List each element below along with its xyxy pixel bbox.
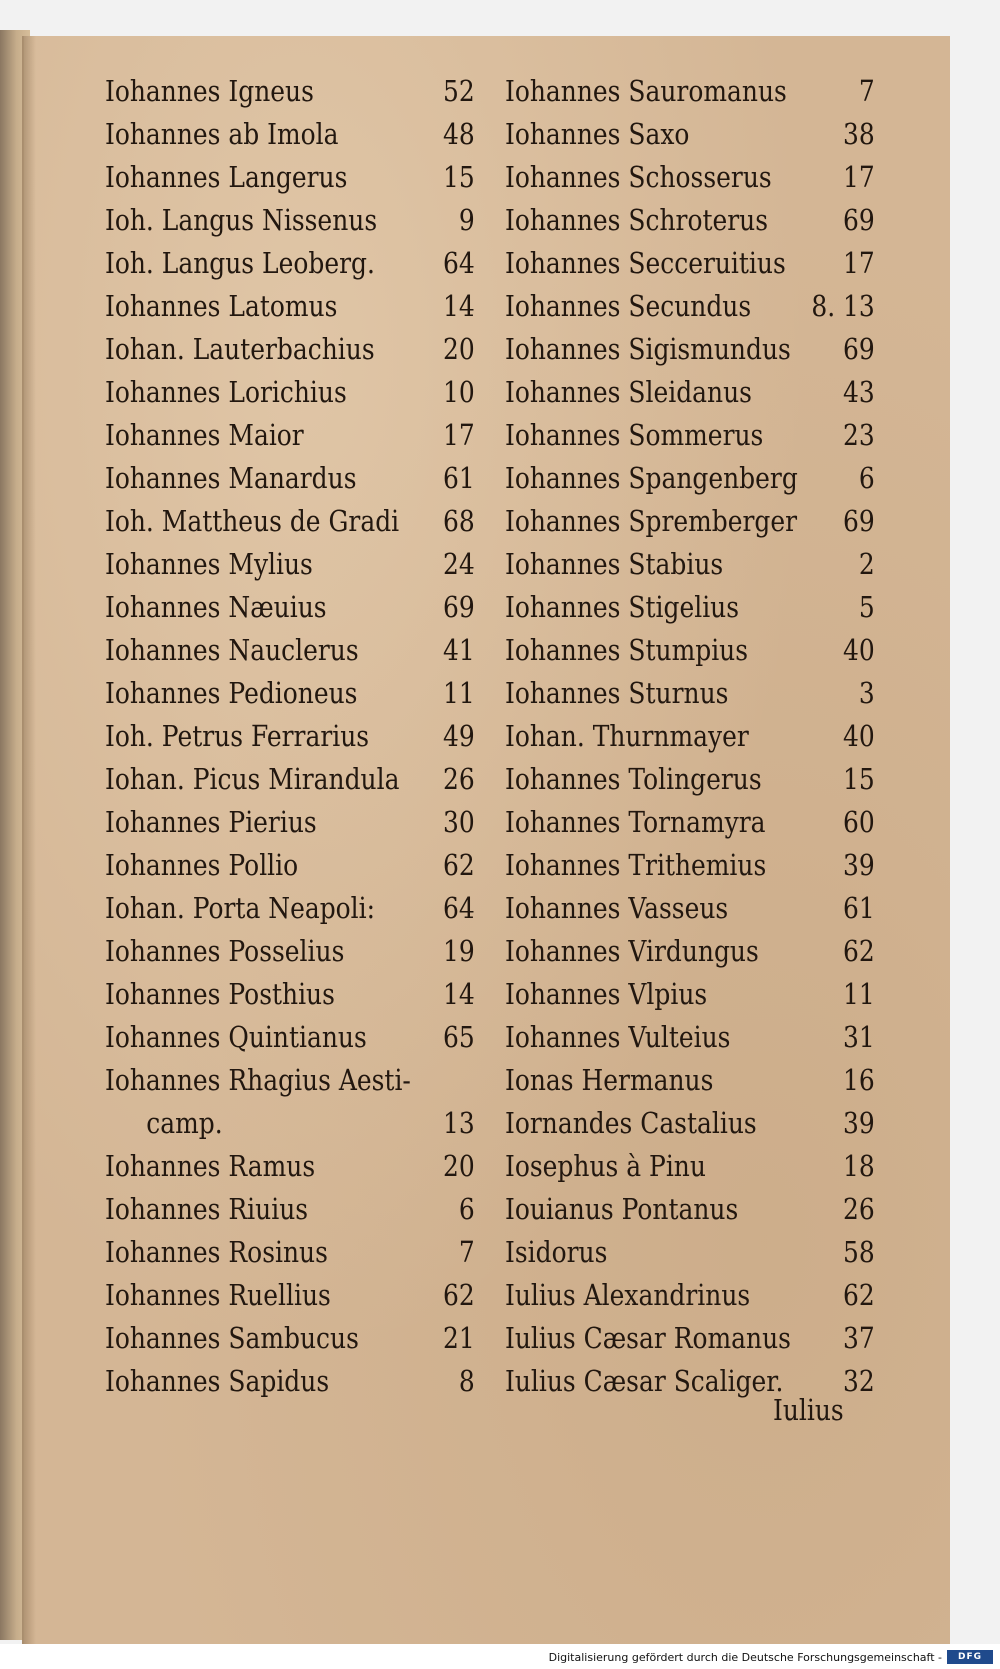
index-entry	[505, 715, 875, 758]
index-entry	[505, 672, 875, 715]
index-entry	[505, 70, 875, 113]
entry-page-number: 7	[458, 1235, 475, 1269]
entry-name: Ioh. Mattheus de Gradi	[105, 504, 400, 538]
index-entry	[105, 500, 475, 543]
entry-name: Iohannes Sommerus	[505, 418, 764, 452]
entry-page-number: 9	[458, 203, 475, 237]
entry-name: Iohan. Lauterbachius	[105, 332, 375, 366]
entry-page-number: 17	[443, 418, 475, 452]
index-entry	[105, 1145, 475, 1188]
entry-page-number: 24	[443, 547, 475, 581]
entry-name: Iohannes Rosinus	[105, 1235, 328, 1269]
entry-page-number: 14	[443, 977, 475, 1011]
entry-page-number: 69	[843, 203, 875, 237]
entry-page-number: 26	[443, 762, 475, 796]
entry-name: Iohannes Lorichius	[105, 375, 347, 409]
entry-page-number: 8. 13	[811, 289, 875, 323]
entry-page-number: 37	[843, 1321, 875, 1355]
index-entry	[505, 629, 875, 672]
entry-page-number: 60	[843, 805, 875, 839]
entry-page-number: 58	[843, 1235, 875, 1269]
index-entry	[105, 887, 475, 930]
entry-name: Iohannes Vulteius	[505, 1020, 731, 1054]
entry-name: Iohannes Stabius	[505, 547, 724, 581]
entry-page-number: 23	[843, 418, 875, 452]
entry-name: Isidorus	[505, 1235, 608, 1269]
index-entry	[505, 371, 875, 414]
entry-name: Iohannes Trithemius	[505, 848, 767, 882]
entry-page-number: 2	[858, 547, 875, 581]
index-entry	[105, 1360, 475, 1403]
entry-page-number: 17	[843, 246, 875, 280]
entry-page-number: 64	[443, 891, 475, 925]
entry-name: Iohannes Latomus	[105, 289, 338, 323]
entry-name: Iohannes Langerus	[105, 160, 348, 194]
entry-page-number: 38	[843, 117, 875, 151]
entry-page-number: 41	[443, 633, 475, 667]
index-entry	[105, 1016, 475, 1059]
entry-name: Iohannes Pedioneus	[105, 676, 358, 710]
entry-page-number: 21	[443, 1321, 475, 1355]
index-entry	[105, 715, 475, 758]
entry-page-number: 31	[843, 1020, 875, 1054]
index-entry	[505, 1188, 875, 1231]
entry-page-number: 62	[443, 848, 475, 882]
index-entry	[505, 1231, 875, 1274]
index-entry	[105, 844, 475, 887]
entry-page-number: 68	[443, 504, 475, 538]
entry-name: Iohannes Ruellius	[105, 1278, 331, 1312]
entry-name: Iohannes Virdungus	[505, 934, 759, 968]
entry-name: Iohannes Sleidanus	[505, 375, 752, 409]
index-entry	[505, 113, 875, 156]
entry-page-number: 62	[843, 1278, 875, 1312]
entry-page-number: 14	[443, 289, 475, 323]
index-entry	[105, 672, 475, 715]
entry-page-number: 5	[858, 590, 875, 624]
index-entry	[505, 457, 875, 500]
entry-name: Iohannes Pollio	[105, 848, 299, 882]
index-entry	[105, 199, 475, 242]
entry-name: camp.	[146, 1106, 223, 1140]
index-entry	[505, 543, 875, 586]
index-entry	[105, 457, 475, 500]
entry-page-number: 48	[443, 117, 475, 151]
entry-name: Iohannes Vlpius	[505, 977, 708, 1011]
index-entry	[505, 1274, 875, 1317]
entry-page-number: 69	[843, 504, 875, 538]
entry-name: Iohannes Sambucus	[105, 1321, 359, 1355]
index-entry	[505, 930, 875, 973]
entry-page-number: 43	[843, 375, 875, 409]
entry-page-number: 11	[443, 676, 475, 710]
entry-page-number: 11	[843, 977, 875, 1011]
entry-page-number: 52	[443, 74, 475, 108]
entry-name: Ionas Hermanus	[505, 1063, 714, 1097]
index-entry	[105, 1188, 475, 1231]
index-entry	[105, 328, 475, 371]
entry-name: Iohannes Igneus	[105, 74, 314, 108]
entry-page-number: 16	[843, 1063, 875, 1097]
entry-page-number: 40	[843, 633, 875, 667]
entry-name: Iulius Cæsar Scaliger.	[505, 1364, 784, 1398]
entry-page-number: 61	[843, 891, 875, 925]
index-entry	[105, 113, 475, 156]
entry-name: Iohannes Nauclerus	[105, 633, 359, 667]
entry-page-number: 10	[443, 375, 475, 409]
entry-name: Iohannes Maior	[105, 418, 304, 452]
entry-page-number: 69	[843, 332, 875, 366]
entry-page-number: 32	[843, 1364, 875, 1398]
entry-name: Iohannes Sigismundus	[505, 332, 791, 366]
entry-name: Iohannes ab Imola	[105, 117, 339, 151]
index-entry	[105, 1231, 475, 1274]
entry-page-number: 69	[443, 590, 475, 624]
entry-page-number: 20	[443, 332, 475, 366]
entry-page-number: 62	[443, 1278, 475, 1312]
index-entry	[505, 242, 875, 285]
index-entry	[105, 1102, 475, 1145]
entry-page-number: 40	[843, 719, 875, 753]
entry-name: Iohannes Sapidus	[105, 1364, 330, 1398]
index-entry	[505, 414, 875, 457]
index-entry	[105, 285, 475, 328]
entry-name: Iohannes Mylius	[105, 547, 313, 581]
entry-name: Iohannes Schosserus	[505, 160, 772, 194]
entry-page-number: 61	[443, 461, 475, 495]
entry-page-number: 39	[843, 848, 875, 882]
entry-name: Iohannes Stigelius	[505, 590, 740, 624]
entry-page-number: 49	[443, 719, 475, 753]
entry-page-number: 8	[458, 1364, 475, 1398]
index-entry	[105, 414, 475, 457]
entry-name: Iohannes Sturnus	[505, 676, 729, 710]
index-entry	[105, 758, 475, 801]
index-entry	[105, 543, 475, 586]
right-index-column	[505, 70, 875, 1403]
index-entry	[105, 371, 475, 414]
index-entry	[505, 1059, 875, 1102]
entry-page-number: 62	[843, 934, 875, 968]
entry-page-number: 19	[443, 934, 475, 968]
entry-page-number: 39	[843, 1106, 875, 1140]
index-entry	[505, 199, 875, 242]
index-entry	[505, 844, 875, 887]
entry-name: Iohannes Rhagius Aesti-	[105, 1063, 411, 1097]
left-index-column	[105, 70, 475, 1403]
index-entry	[505, 801, 875, 844]
entry-page-number: 20	[443, 1149, 475, 1183]
entry-name: Iohan. Thurnmayer	[505, 719, 749, 753]
index-entry	[105, 973, 475, 1016]
entry-page-number: 17	[843, 160, 875, 194]
index-entry	[105, 801, 475, 844]
entry-name: Iohannes Pierius	[105, 805, 317, 839]
index-entry	[505, 1145, 875, 1188]
entry-page-number: 64	[443, 246, 475, 280]
index-entry	[105, 242, 475, 285]
index-entry	[505, 1102, 875, 1145]
index-entry	[505, 1016, 875, 1059]
entry-page-number: 26	[843, 1192, 875, 1226]
entry-page-number: 15	[443, 160, 475, 194]
index-entry	[505, 887, 875, 930]
entry-name: Iohannes Vasseus	[505, 891, 729, 925]
entry-name: Ioh. Petrus Ferrarius	[105, 719, 370, 753]
index-entry	[505, 1317, 875, 1360]
entry-name: Iohannes Spremberger	[505, 504, 798, 538]
index-entry	[105, 1059, 475, 1102]
entry-name: Iohannes Spangenberg	[505, 461, 798, 495]
entry-name: Iohannes Manardus	[105, 461, 357, 495]
entry-name: Iohannes Tolingerus	[505, 762, 762, 796]
entry-name: Iohannes Ramus	[105, 1149, 316, 1183]
entry-name: Iohannes Sauromanus	[505, 74, 787, 108]
entry-name: Iohan. Picus Mirandula	[105, 762, 400, 796]
entry-name: Iohannes Tornamyra	[505, 805, 766, 839]
entry-page-number: 18	[843, 1149, 875, 1183]
index-entry	[505, 758, 875, 801]
entry-name: Iohan. Porta Neapoli:	[105, 891, 376, 925]
entry-name: Iohannes Schroterus	[505, 203, 769, 237]
entry-page-number: 3	[858, 676, 875, 710]
dfg-logo: DFG	[947, 1650, 993, 1664]
entry-name: Iohannes Quintianus	[105, 1020, 367, 1054]
funding-credit: Digitalisierung gefördert durch die Deutsche Forschungsgemeinschaft -	[548, 1651, 942, 1664]
entry-name: Iohannes Stumpius	[505, 633, 749, 667]
entry-name: Iohannes Secundus	[505, 289, 752, 323]
index-entry	[505, 156, 875, 199]
entry-name: Iulius Cæsar Romanus	[505, 1321, 791, 1355]
entry-page-number: 30	[443, 805, 475, 839]
index-entry	[105, 70, 475, 113]
entry-name: Iornandes Castalius	[505, 1106, 757, 1140]
page-fold-shadow	[22, 36, 36, 1644]
index-entry	[105, 586, 475, 629]
index-entry	[505, 500, 875, 543]
entry-name: Iohannes Secceruitius	[505, 246, 786, 280]
index-entry	[105, 1274, 475, 1317]
entry-page-number: 6	[458, 1192, 475, 1226]
index-entry	[505, 328, 875, 371]
entry-page-number: 6	[858, 461, 875, 495]
entry-name: Iohannes Næuius	[105, 590, 327, 624]
entry-name: Iohannes Posthius	[105, 977, 335, 1011]
entry-page-number: 15	[843, 762, 875, 796]
entry-name: Iohannes Riuius	[105, 1192, 309, 1226]
entry-name: Iulius Alexandrinus	[505, 1278, 751, 1312]
entry-name: Iohannes Saxo	[505, 117, 690, 151]
entry-page-number: 7	[858, 74, 875, 108]
index-entry	[105, 930, 475, 973]
entry-name: Iosephus à Pinu	[505, 1149, 706, 1183]
index-entry	[505, 973, 875, 1016]
index-entry	[105, 1317, 475, 1360]
index-entry	[105, 156, 475, 199]
index-entry	[505, 586, 875, 629]
entry-name: Iohannes Posselius	[105, 934, 345, 968]
entry-name: Ioh. Langus Nissenus	[105, 203, 378, 237]
index-entry	[105, 629, 475, 672]
entry-name: Ioh. Langus Leoberg.	[105, 246, 375, 280]
entry-page-number: 65	[443, 1020, 475, 1054]
entry-page-number: 13	[443, 1106, 475, 1140]
entry-name: Iouianus Pontanus	[505, 1192, 739, 1226]
catchword: Iulius	[773, 1393, 844, 1427]
index-entry	[505, 285, 875, 328]
